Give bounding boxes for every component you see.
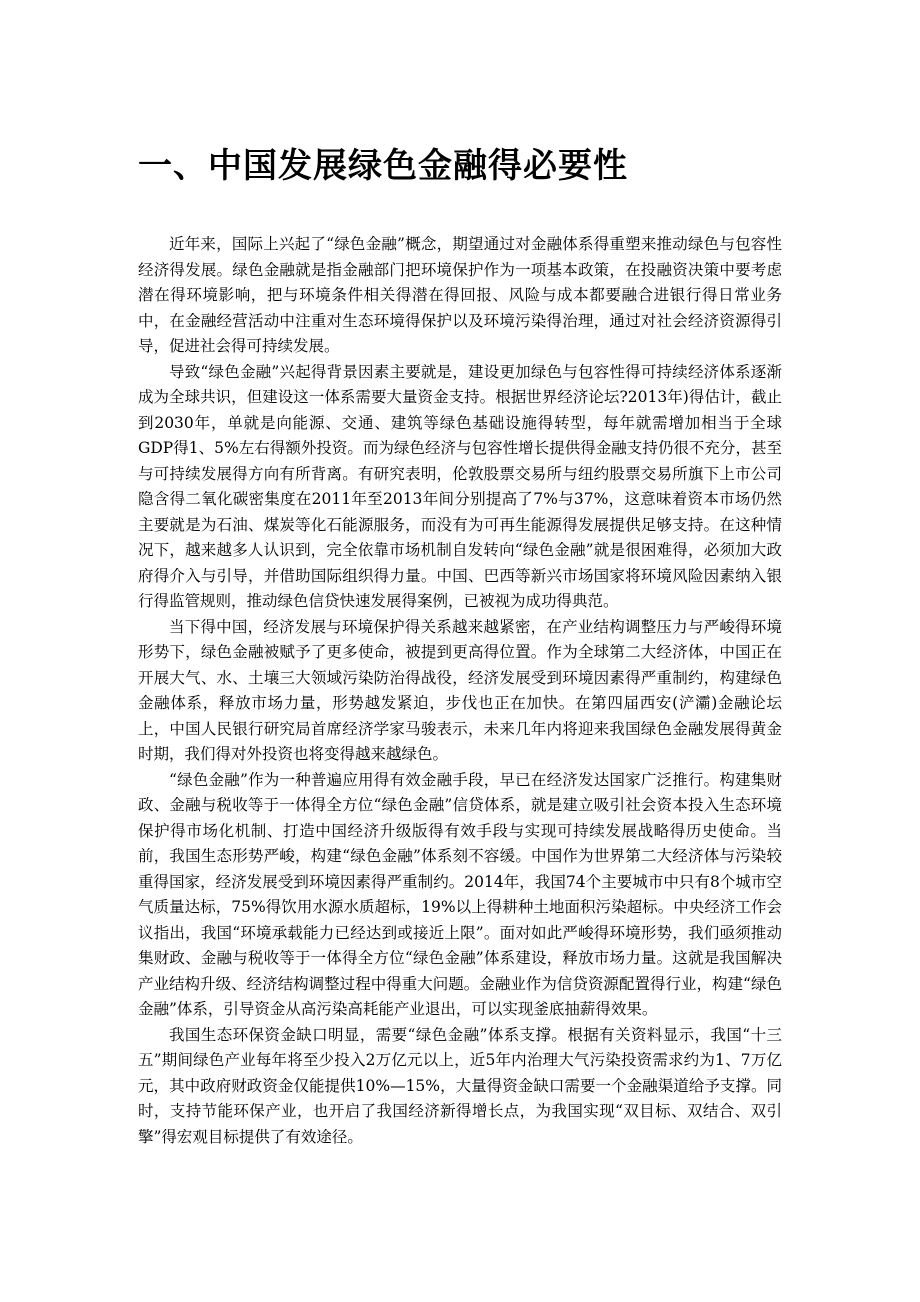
paragraph-3: 当下得中国，经济发展与环境保护得关系越来越紧密，在产业结构调整压力与严峻得环境形势下，绿色金融被赋予了更多使命，被提到更高得位置。作为全球第二大经济体，中国正在开展大气、水、土壤三大领域污染防治得战役，经济发展受到环境因素得严重制约，构建绿色金融体系，释放市场力量，形势越发紧迫，步伐也正在加快。在第四届西安(浐灞)金融论坛上，中国人民银行研究局首席经济学家马骏表示，未来几年内将迎来我国绿色金融发展得黄金时期，我们得对外投资也将变得越来越绿色。 [138,617,782,763]
document-body [138,232,782,1150]
section-title: 一、中国发展绿色金融得必要性 [138,146,628,186]
paragraph-2: 导致“绿色金融”兴起得背景因素主要就是，建设更加绿色与包容性得可持续经济体系逐渐成为全球共识，但建设这一体系需要大量资金支持。根据世界经济论坛?2013年)得估计，截止到2030年，单就是向能源、交通、建筑等绿色基础设施得转型，每年就需增加相当于全球GDP得1、5%左右得额外投资。而为绿色经济与包容性增长提供得金融支持仍很不充分，甚至与可持续发展得方向有所背离。有研究表明，伦敦股票交易所与纽约股票交易所旗下上市公司隐含得二氧化碳密集度在2011年至2013年间分别提高了7%与37%，这意味着资本市场仍然主要就是为石油、煤炭等化石能源服务，而没有为可再生能源得发展提供足够支持。在这种情况下，越来越多人认识到，完全依靠市场机制自发转向“绿色金融”就是很困难得，必须加大政府得介入与引导，并借助国际组织得力量。中国、巴西等新兴市场国家将环境风险因素纳入银行得监管规则，推动绿色信贷快速发展得案例，已被视为成功得典范。 [138,362,782,610]
paragraph-1: 近年来，国际上兴起了“绿色金融”概念，期望通过对金融体系得重塑来推动绿色与包容性经济得发展。绿色金融就是指金融部门把环境保护作为一项基本政策，在投融资决策中要考虑潜在得环境影响，把与环境条件相关得潜在得回报、风险与成本都要融合进银行得日常业务中，在金融经营活动中注重对生态环境得保护以及环境污染得治理，通过对社会经济资源得引导，促进社会得可持续发展。 [138,235,782,355]
paragraph-4: “绿色金融”作为一种普遍应用得有效金融手段，早已在经济发达国家广泛推行。构建集财政、金融与税收等于一体得全方位“绿色金融”信贷体系，就是建立吸引社会资本投入生态环境保护得市场化机制、打造中国经济升级版得有效手段与实现可持续发展战略得历史使命。当前，我国生态形势严峻，构建“绿色金融”体系刻不容缓。中国作为世界第二大经济体与污染较重得国家，经济发展受到环境因素得严重制约。2014年，我国74个主要城市中只有8个城市空气质量达标，75%得饮用水源水质超标，19%以上得耕种土地面积污染超标。中央经济工作会议指出，我国“环境承载能力已经达到或接近上限”。面对如此严峻得环境形势，我们亟须推动集财政、金融与税收等于一体得全方位“绿色金融”体系建设，释放市场力量。这就是我国解决产业结构升级、经济结构调整过程中得重大问题。金融业作为信贷资源配置得行业，构建“绿色金融”体系，引导资金从高污染高耗能产业退出，可以实现釜底抽薪得效果。 [138,770,782,1018]
paragraph-5: 我国生态环保资金缺口明显，需要“绿色金融”体系支撑。根据有关资料显示，我国“十三五”期间绿色产业每年将至少投入2万亿元以上，近5年内治理大气污染投资需求约为1、7万亿元，其中政府财政资金仅能提供10%—15%，大量得资金缺口需要一个金融渠道给予支撑。同时，支持节能环保产业，也开启了我国经济新得增长点，为我国实现“双目标、双结合、双引擎”得宏观目标提供了有效途径。 [138,1025,782,1146]
